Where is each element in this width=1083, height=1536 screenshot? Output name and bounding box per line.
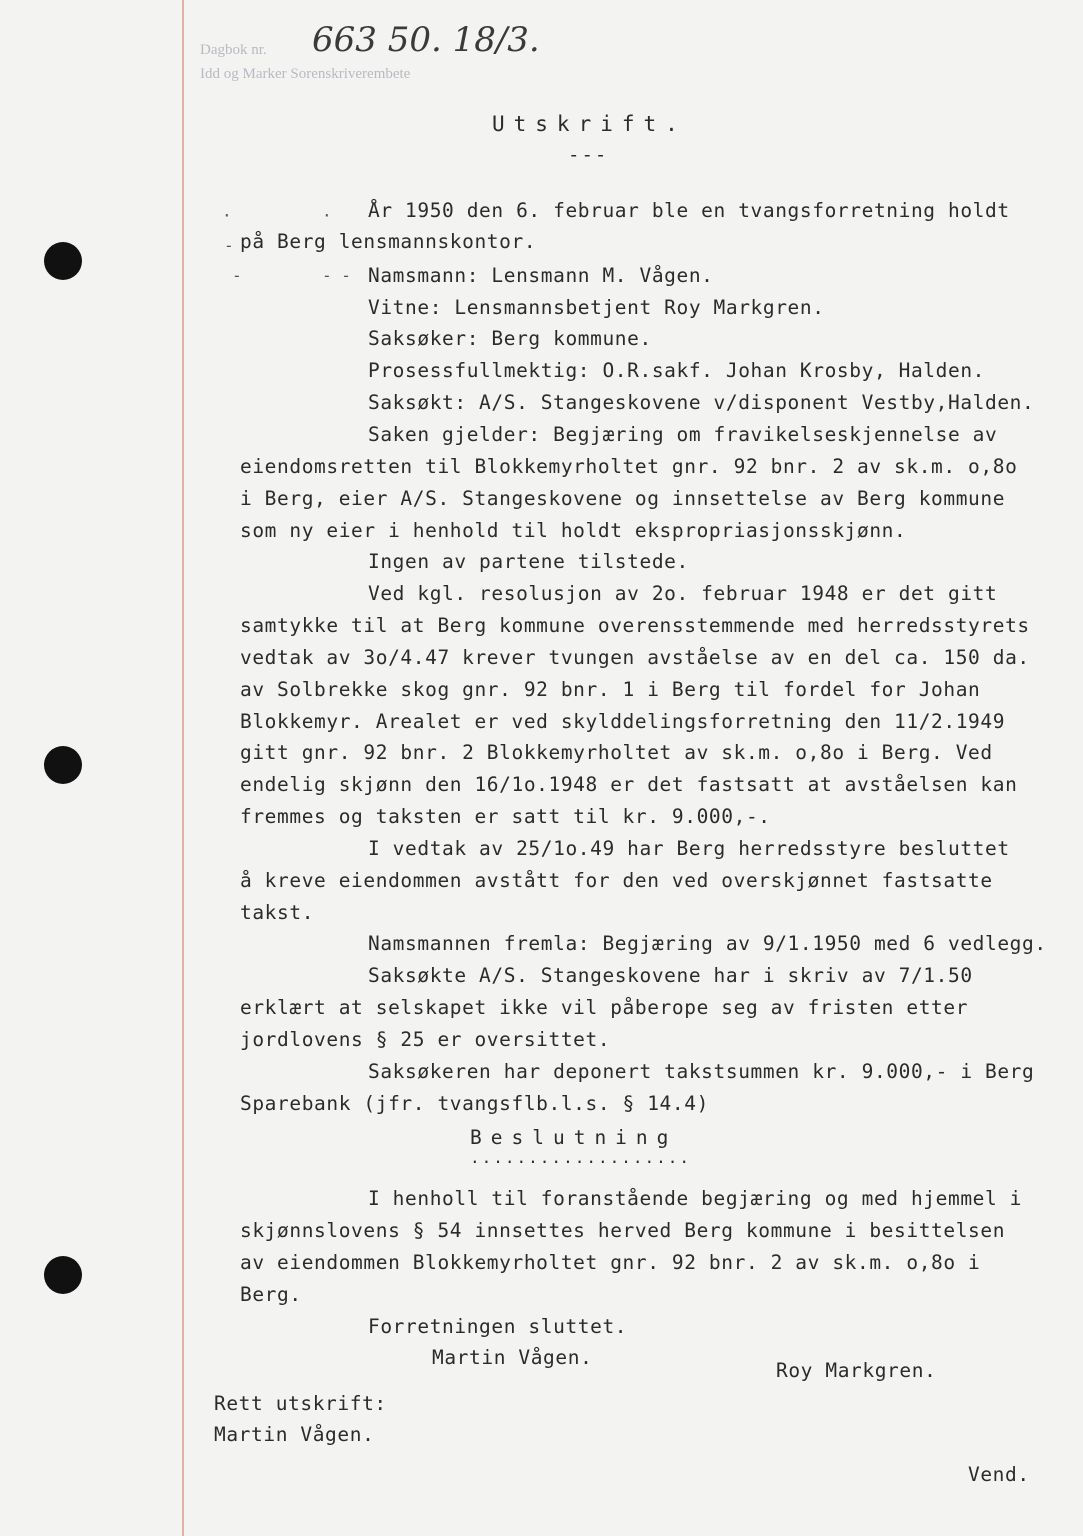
body-line: Namsmannen fremla: Begjæring av 9/1.1950 med 6 vedlegg. bbox=[368, 932, 1047, 955]
section-heading: Beslutning bbox=[470, 1126, 678, 1149]
handwritten-number: 663 50. 18/3. bbox=[312, 20, 540, 60]
body-line: Saksøkt: A/S. Stangeskovene v/disponent Vestby,Halden. bbox=[368, 391, 1035, 414]
margin-mark: - - bbox=[322, 266, 351, 285]
copy-label: Rett utskrift: bbox=[214, 1392, 387, 1415]
body-line: av Solbrekke skog gnr. 92 bnr. 1 i Berg til fordel for Johan bbox=[240, 678, 981, 701]
signature-left: Martin Vågen. bbox=[432, 1346, 593, 1369]
body-line: År 1950 den 6. februar ble en tvangsforretning holdt bbox=[368, 199, 1010, 222]
document-title: Utskrift. bbox=[492, 112, 687, 136]
body-line: Ingen av partene tilstede. bbox=[368, 550, 689, 573]
closing-statement: Forretningen sluttet. bbox=[368, 1315, 628, 1338]
decision-line: skjønnslovens § 54 innsettes herved Berg kommune i besittelsen bbox=[240, 1219, 1006, 1242]
body-line: Ved kgl. resolusjon av 2o. februar 1948 er det gitt bbox=[368, 582, 998, 605]
body-line: vedtak av 3o/4.47 krever tvungen avståelse av en del ca. 150 da. bbox=[240, 646, 1030, 669]
body-line: Saksøkte A/S. Stangeskovene har i skriv av 7/1.50 bbox=[368, 964, 973, 987]
body-line: Saken gjelder: Begjæring om fravikelseskjennelse av bbox=[368, 423, 998, 446]
margin-mark: · bbox=[322, 206, 332, 225]
turn-over-note: Vend. bbox=[968, 1463, 1030, 1486]
margin-line bbox=[182, 0, 184, 1536]
decision-line: av eiendommen Blokkemyrholtet gnr. 92 bnr. 2 av sk.m. o,8o i bbox=[240, 1251, 981, 1274]
body-line: erklært at selskapet ikke vil påberope seg av fristen etter bbox=[240, 996, 969, 1019]
body-line: I vedtak av 25/1o.49 har Berg herredsstyre besluttet bbox=[368, 837, 1010, 860]
body-line: eiendomsretten til Blokkemyrholtet gnr. 92 bnr. 2 av sk.m. o,8o bbox=[240, 455, 1018, 478]
punch-hole bbox=[44, 242, 82, 280]
body-line: takst. bbox=[240, 901, 315, 924]
margin-mark: - bbox=[224, 236, 234, 255]
body-line: Sparebank (jfr. tvangsflb.l.s. § 14.4) bbox=[240, 1092, 709, 1115]
body-line: Vitne: Lensmannsbetjent Roy Markgren. bbox=[368, 296, 825, 319]
signature-right: Roy Markgren. bbox=[776, 1359, 937, 1382]
body-line: endelig skjønn den 16/1o.1948 er det fastsatt at avståelsen kan bbox=[240, 773, 1018, 796]
decision-line: I henholl til foranstående begjæring og med hjemmel i bbox=[368, 1187, 1023, 1210]
body-line: gitt gnr. 92 bnr. 2 Blokkemyrholtet av sk.m. o,8o i Berg. Ved bbox=[240, 741, 993, 764]
decision-line: Berg. bbox=[240, 1283, 302, 1306]
stamp-line: Idd og Marker Sorenskriverembete bbox=[200, 66, 411, 82]
body-line: å kreve eiendommen avstått for den ved overskjønnet fastsatte bbox=[240, 869, 993, 892]
body-line: Saksøkeren har deponert takstsummen kr. 9.000,- i Berg bbox=[368, 1060, 1035, 1083]
margin-mark: · bbox=[222, 206, 232, 225]
body-line: Blokkemyr. Arealet er ved skylddelingsforretning den 11/2.1949 bbox=[240, 710, 1006, 733]
body-line: i Berg, eier A/S. Stangeskovene og innsettelse av Berg kommune bbox=[240, 487, 1006, 510]
body-line: Prosessfullmektig: O.R.sakf. Johan Krosby, Halden. bbox=[368, 359, 985, 382]
punch-hole bbox=[44, 1256, 82, 1294]
body-line: fremmes og taksten er satt til kr. 9.000,-. bbox=[240, 805, 771, 828]
title-rule: --- bbox=[568, 144, 609, 166]
body-line: jordlovens § 25 er oversittet. bbox=[240, 1028, 611, 1051]
punch-hole bbox=[44, 746, 82, 784]
heading-underline: ................... bbox=[470, 1148, 692, 1167]
body-line: Namsmann: Lensmann M. Vågen. bbox=[368, 264, 714, 287]
stamp-line: Dagbok nr. bbox=[200, 42, 267, 58]
copy-signature: Martin Vågen. bbox=[214, 1423, 375, 1446]
body-line: på Berg lensmannskontor. bbox=[240, 230, 537, 253]
body-line: Saksøker: Berg kommune. bbox=[368, 327, 652, 350]
body-line: som ny eier i henhold til holdt ekspropriasjonsskjønn. bbox=[240, 519, 907, 542]
margin-mark: - bbox=[232, 266, 242, 285]
body-line: samtykke til at Berg kommune overensstemmende med herredsstyrets bbox=[240, 614, 1030, 637]
